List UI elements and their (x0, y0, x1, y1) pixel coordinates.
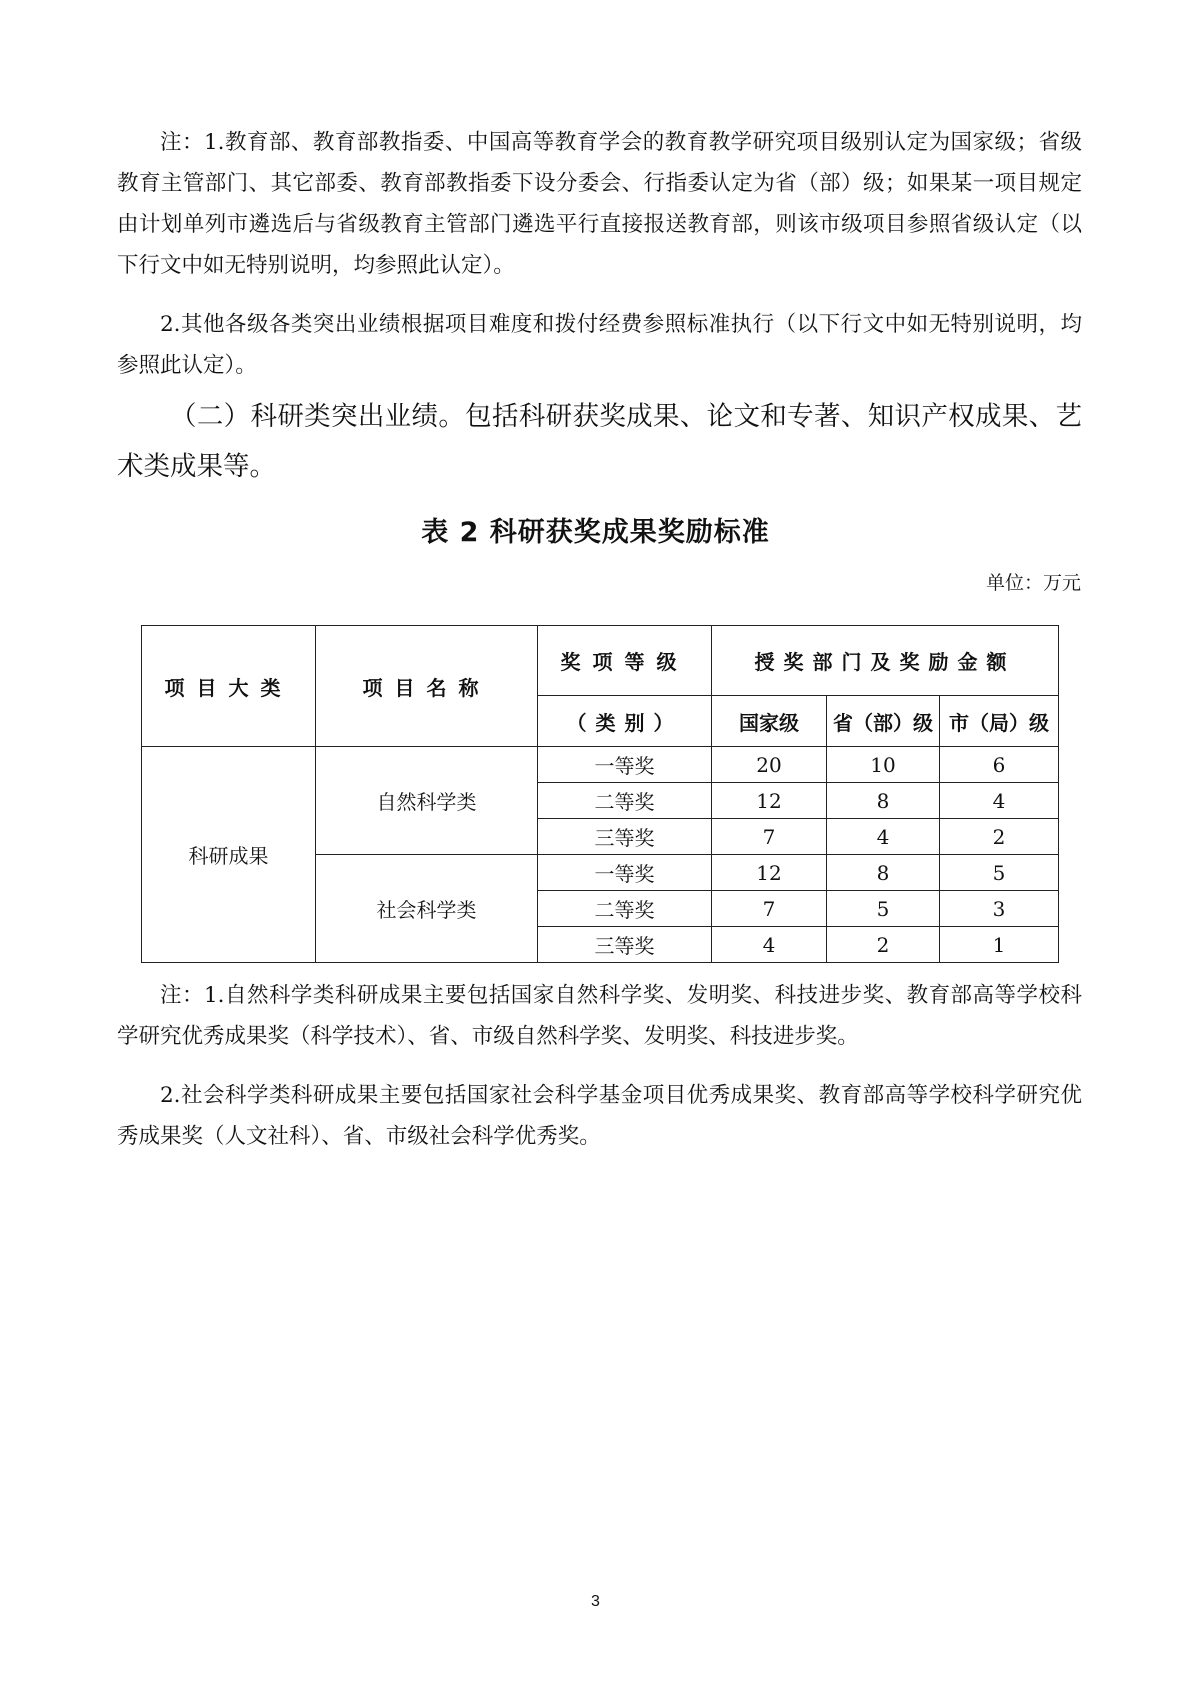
provincial-cell: 8 (827, 783, 940, 819)
grade-cell: 一等奖 (538, 855, 712, 891)
grade-cell: 二等奖 (538, 891, 712, 927)
table-row (142, 747, 1059, 783)
municipal-cell: 1 (940, 927, 1059, 963)
header-dept: 授奖部门及奖励金额 (712, 626, 1059, 696)
table-title: 表 2 科研获奖成果奖励标准 (421, 517, 770, 548)
municipal-cell: 5 (940, 855, 1059, 891)
award-table (141, 625, 1059, 963)
provincial-cell: 8 (827, 855, 940, 891)
municipal-cell: 4 (940, 783, 1059, 819)
grade-cell: 二等奖 (538, 783, 712, 819)
group-name-cell: 社会科学类 (316, 855, 538, 963)
group-name-cell: 自然科学类 (316, 747, 538, 855)
grade-cell: 一等奖 (538, 747, 712, 783)
national-cell: 4 (712, 927, 827, 963)
national-cell: 12 (712, 783, 827, 819)
header-national: 国家级 (712, 696, 827, 747)
municipal-cell: 3 (940, 891, 1059, 927)
header-municipal: 市（局）级 (940, 696, 1059, 747)
provincial-cell: 2 (827, 927, 940, 963)
note-bottom-1: 注：1.自然科学类科研成果主要包括国家自然科学奖、发明奖、科技进步奖、教育部高等学校科学研究优秀成果奖（科学技术）、省、市级自然科学奖、发明奖、科技进步奖。 (117, 983, 1082, 1049)
national-cell: 20 (712, 747, 827, 783)
grade-cell: 三等奖 (538, 927, 712, 963)
note-top-2: 2.其他各级各类突出业绩根据项目难度和拨付经费参照标准执行（以下行文中如无特别说明，均参照此认定）。 (117, 312, 1082, 378)
grade-cell: 三等奖 (538, 819, 712, 855)
page-number: 3 (591, 1593, 600, 1610)
header-provincial: 省（部）级 (827, 696, 940, 747)
provincial-cell: 10 (827, 747, 940, 783)
header-name: 项目名称 (316, 626, 538, 747)
note-bottom-2: 2.社会科学类科研成果主要包括国家社会科学基金项目优秀成果奖、教育部高等学校科学研究优秀成果奖（人文社科）、省、市级社会科学优秀奖。 (117, 1083, 1082, 1149)
provincial-cell: 4 (827, 819, 940, 855)
note-top-1: 注：1.教育部、教育部教指委、中国高等教育学会的教育教学研究项目级别认定为国家级；省级教育主管部门、其它部委、教育部教指委下设分委会、行指委认定为省（部）级；如果某一项目规定由计划单列市遴选后与省级教育主管部门遴选平行直接报送教育部，则该市级项目参照省级认定（以下行文中如无特别说明，均参照此认定）。 (117, 130, 1082, 278)
municipal-cell: 2 (940, 819, 1059, 855)
header-grade-top: 奖项等级 (538, 626, 712, 696)
provincial-cell: 5 (827, 891, 940, 927)
national-cell: 7 (712, 819, 827, 855)
national-cell: 12 (712, 855, 827, 891)
national-cell: 7 (712, 891, 827, 927)
municipal-cell: 6 (940, 747, 1059, 783)
unit-label: 单位：万元 (985, 572, 1081, 594)
header-category: 项目大类 (142, 626, 316, 747)
category-cell: 科研成果 (142, 747, 316, 963)
section-heading: （二）科研类突出业绩。包括科研获奖成果、论文和专著、知识产权成果、艺术类成果等。 (117, 401, 1082, 482)
header-grade-bottom: （类别） (538, 696, 712, 747)
